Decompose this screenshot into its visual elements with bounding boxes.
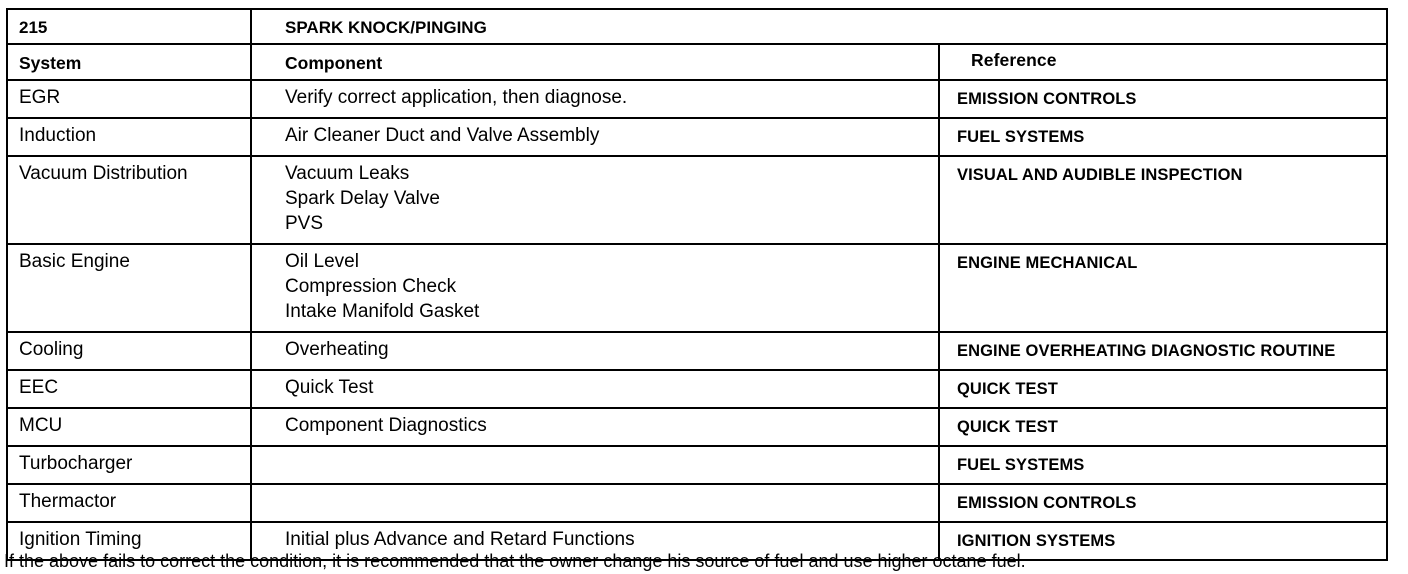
footnote: If the above fails to correct the condition, it is recommended that the owner change his source of fuel and use higher octane fuel. — [4, 551, 1026, 571]
diagnostic-table — [6, 8, 1388, 561]
system-cell: Vacuum Distribution — [7, 156, 251, 244]
reference-cell: QUICK TEST — [939, 370, 1387, 408]
table-row — [7, 332, 1387, 370]
reference-cell: FUEL SYSTEMS — [939, 118, 1387, 156]
table-row — [7, 156, 1387, 244]
title-row — [7, 9, 1387, 44]
reference-cell: VISUAL AND AUDIBLE INSPECTION — [939, 156, 1387, 244]
header-system: System — [7, 44, 251, 80]
component-line: Verify correct application, then diagnose. — [285, 87, 628, 108]
component-line: Component Diagnostics — [285, 415, 487, 436]
component-line: Overheating — [285, 339, 389, 360]
reference-cell: FUEL SYSTEMS — [939, 446, 1387, 484]
table-row — [7, 484, 1387, 522]
component-cell — [251, 332, 939, 370]
system-cell: Cooling — [7, 332, 251, 370]
component-line: PVS — [285, 213, 324, 234]
component-cell — [251, 484, 939, 522]
table-row — [7, 244, 1387, 332]
table-row — [7, 370, 1387, 408]
reference-cell: QUICK TEST — [939, 408, 1387, 446]
system-cell: Basic Engine — [7, 244, 251, 332]
table-title: SPARK KNOCK/PINGING — [251, 9, 1387, 44]
component-line: Compression Check — [285, 276, 457, 297]
component-line: Quick Test — [285, 377, 374, 398]
reference-cell: EMISSION CONTROLS — [939, 484, 1387, 522]
system-cell: EEC — [7, 370, 251, 408]
component-cell — [251, 446, 939, 484]
system-cell: Turbocharger — [7, 446, 251, 484]
system-cell: Thermactor — [7, 484, 251, 522]
table-number: 215 — [7, 9, 251, 44]
component-line: Spark Delay Valve — [285, 188, 440, 209]
table-row — [7, 446, 1387, 484]
header-component: Component — [251, 44, 939, 80]
table-row — [7, 80, 1387, 118]
reference-cell: IGNITION SYSTEMS — [939, 522, 1387, 560]
component-cell — [251, 370, 939, 408]
reference-cell: EMISSION CONTROLS — [939, 80, 1387, 118]
component-line: Vacuum Leaks — [285, 163, 410, 184]
system-cell: EGR — [7, 80, 251, 118]
component-cell — [251, 118, 939, 156]
system-cell: MCU — [7, 408, 251, 446]
reference-cell: ENGINE OVERHEATING DIAGNOSTIC ROUTINE — [939, 332, 1387, 370]
component-cell — [251, 408, 939, 446]
component-line: Air Cleaner Duct and Valve Assembly — [285, 125, 600, 146]
component-line: Initial plus Advance and Retard Functions — [285, 529, 635, 550]
table-row — [7, 118, 1387, 156]
component-line: Oil Level — [285, 251, 359, 272]
system-cell: Ignition Timing — [7, 522, 251, 560]
component-cell — [251, 156, 939, 244]
system-cell: Induction — [7, 118, 251, 156]
header-row — [7, 44, 1387, 80]
reference-cell: ENGINE MECHANICAL — [939, 244, 1387, 332]
component-cell — [251, 244, 939, 332]
header-reference: Reference — [939, 44, 1387, 80]
component-cell — [251, 80, 939, 118]
table-row — [7, 408, 1387, 446]
component-line: Intake Manifold Gasket — [285, 301, 480, 322]
